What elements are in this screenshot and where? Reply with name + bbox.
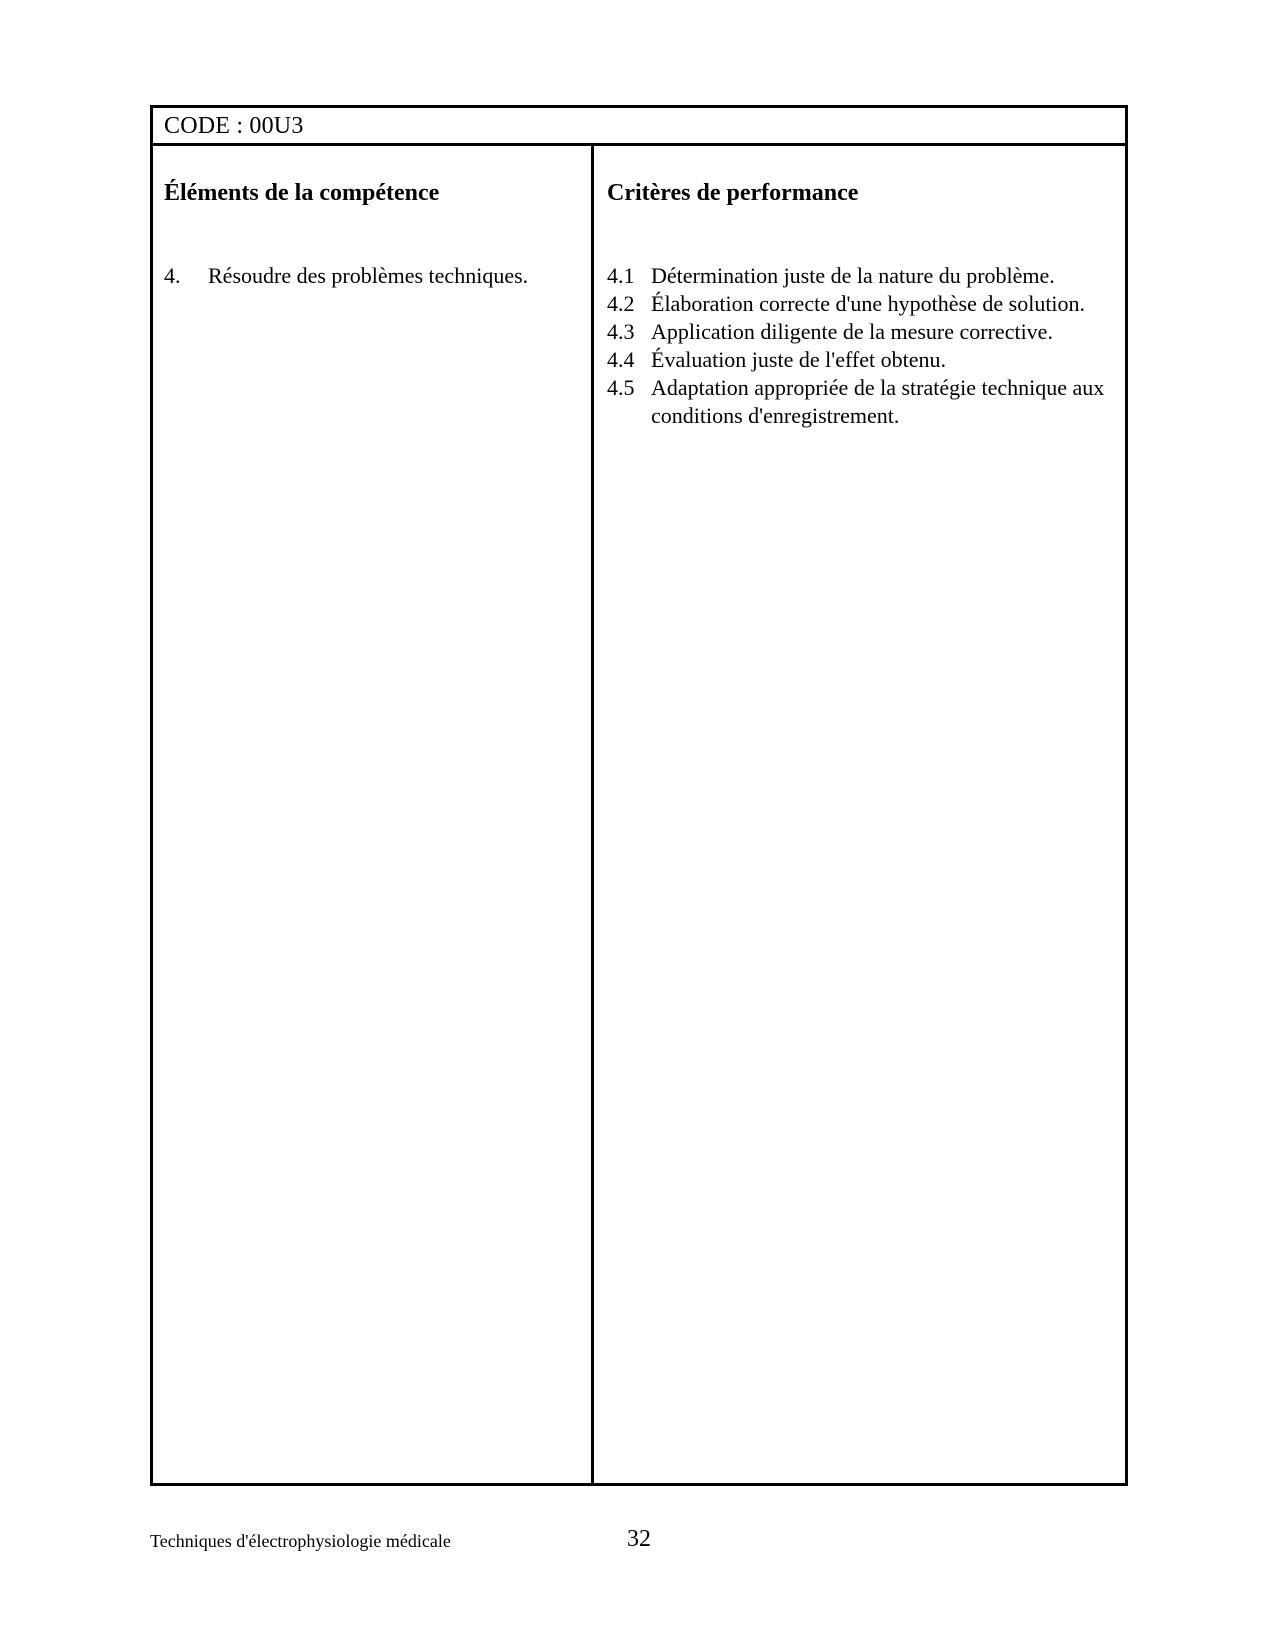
criteria-text: Adaptation appropriée de la stratégie technique aux conditions d'enregistrement. (651, 375, 1105, 428)
column-divider (591, 146, 594, 1483)
elements-heading: Éléments de la compétence (164, 180, 440, 206)
criteria-item (607, 346, 1117, 374)
criteria-item (607, 262, 1117, 290)
criteria-item (607, 374, 1117, 430)
criteria-number: 4.2 (607, 291, 635, 316)
criteria-item (607, 290, 1117, 318)
code-label: CODE : 00U3 (164, 113, 304, 139)
footer-title: Techniques d'électrophysiologie médicale (150, 1531, 451, 1551)
criteria-number: 4.5 (607, 375, 635, 400)
criteria-item (607, 318, 1117, 346)
element-number: 4. (164, 263, 181, 288)
element-text: Résoudre des problèmes techniques. (208, 263, 529, 288)
page-number: 32 (627, 1526, 651, 1552)
competence-table (150, 105, 1128, 1486)
criteria-list (607, 262, 1117, 430)
criteria-number: 4.1 (607, 263, 635, 288)
criteria-text: Élaboration correcte d'une hypothèse de solution. (651, 291, 1086, 316)
criteria-text: Évaluation juste de l'effet obtenu. (651, 347, 946, 372)
code-row (153, 108, 1125, 146)
criteria-text: Détermination juste de la nature du problème. (651, 263, 1055, 288)
criteria-text: Application diligente de la mesure corrective. (651, 319, 1053, 344)
criteria-heading: Critères de performance (607, 180, 859, 206)
criteria-number: 4.4 (607, 347, 635, 372)
criteria-number: 4.3 (607, 319, 635, 344)
element-item (164, 262, 528, 290)
